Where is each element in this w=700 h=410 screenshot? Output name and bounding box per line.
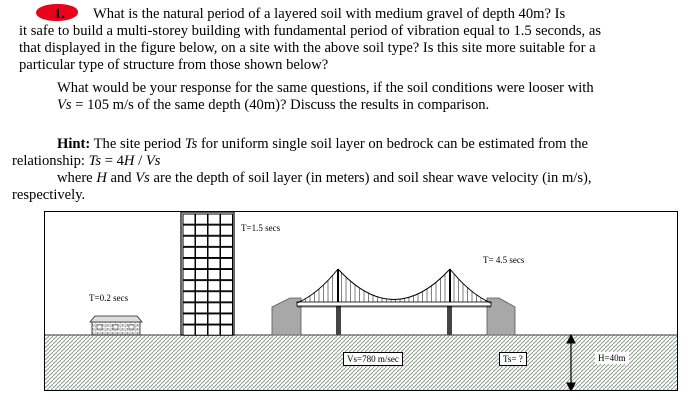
building-window: [196, 292, 208, 302]
building-window: [221, 258, 233, 268]
building-window: [208, 247, 220, 257]
building-window: [196, 236, 208, 246]
building-window: [221, 303, 233, 313]
hint-line-4: respectively.: [12, 187, 86, 203]
suspension-bridge: [272, 269, 515, 335]
tall-building: [181, 212, 234, 335]
building-window: [196, 214, 208, 224]
building-window: [196, 247, 208, 257]
building-window: [196, 258, 208, 268]
depth-label: H=40m: [595, 352, 629, 364]
building-window: [208, 303, 220, 313]
building-window: [221, 270, 233, 280]
building-window: [183, 247, 195, 257]
house-period-label: T=0.2 secs: [89, 293, 129, 303]
building-window: [183, 214, 195, 224]
structures-figure: [44, 211, 678, 391]
building-period-label: T=1.5 secs: [241, 223, 281, 233]
building-window: [221, 292, 233, 302]
building-window: [221, 314, 233, 324]
building-window: [196, 270, 208, 280]
question-line-2: it safe to build a multi-storey building with fundamental period of vibration equal to 1.5 seconds, as: [19, 23, 602, 39]
question-line-6: Vs = 105 m/s of the same depth (40m)? Discuss the results in comparison.: [57, 97, 490, 113]
building-window: [196, 225, 208, 235]
question-line-5: What would be your response for the same questions, if the soil conditions were looser with: [57, 80, 594, 96]
building-window: [221, 281, 233, 291]
site-period-label: Ts= ?: [499, 352, 527, 366]
building-window: [221, 247, 233, 257]
building-window: [183, 303, 195, 313]
building-window: [183, 258, 195, 268]
building-window: [208, 292, 220, 302]
building-window: [183, 292, 195, 302]
hint-line-3: where H and Vs are the depth of soil layer (in meters) and soil shear wave velocity (in m/s),: [57, 170, 592, 186]
question-line-1: What is the natural period of a layered soil with medium gravel of depth 40m? Is: [93, 6, 566, 22]
building-window: [183, 236, 195, 246]
hint-line-1: Hint: The site period Ts for uniform single soil layer on bedrock can be estimated from the: [57, 136, 588, 152]
soil-velocity-label: Vs=780 m/sec: [343, 352, 403, 366]
building-window: [196, 281, 208, 291]
building-window: [221, 325, 233, 335]
building-window: [183, 325, 195, 335]
question-line-3: that displayed in the figure below, on a site with the above soil type? Is this site more suitable for a: [19, 40, 596, 56]
building-window: [208, 258, 220, 268]
building-window: [208, 270, 220, 280]
building-window: [196, 314, 208, 324]
building-window: [221, 236, 233, 246]
building-window: [196, 303, 208, 313]
bridge-period-label: T= 4.5 secs: [483, 255, 525, 265]
building-window: [183, 281, 195, 291]
building-window: [208, 236, 220, 246]
small-house: [90, 316, 142, 335]
building-window: [208, 281, 220, 291]
building-window: [196, 325, 208, 335]
building-window: [221, 225, 233, 235]
hint-line-2: relationship: Ts = 4H / Vs: [12, 153, 161, 169]
building-window: [208, 325, 220, 335]
building-window: [183, 314, 195, 324]
building-window: [183, 270, 195, 280]
building-window: [208, 214, 220, 224]
building-window: [208, 314, 220, 324]
question-number: 1.: [54, 6, 65, 22]
symbol-vs: Vs: [57, 97, 72, 113]
building-window: [221, 214, 233, 224]
building-window: [183, 225, 195, 235]
question-line-4: particular type of structure from those shown below?: [19, 57, 329, 73]
hint-label: Hint:: [57, 136, 91, 152]
building-window: [208, 225, 220, 235]
